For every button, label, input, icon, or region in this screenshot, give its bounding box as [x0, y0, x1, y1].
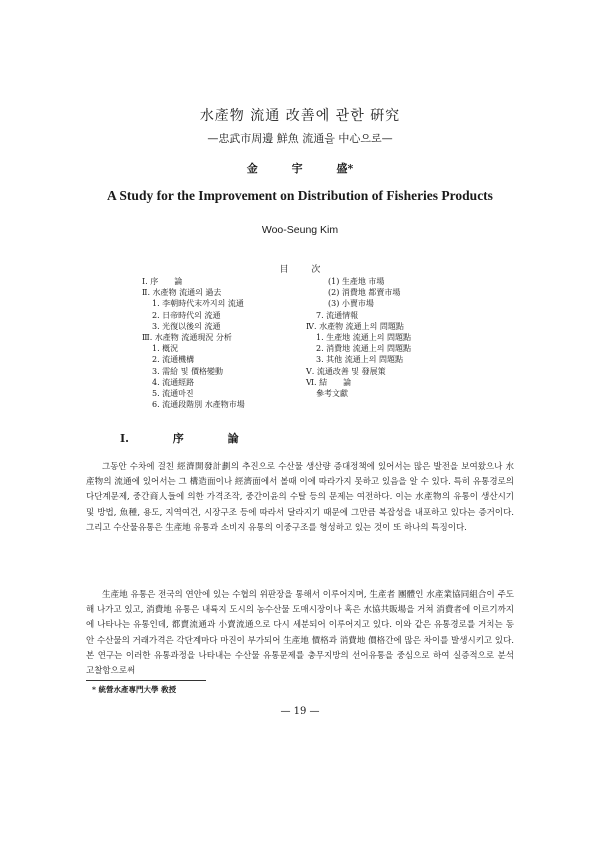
- toc-item: Ⅴ. 流通改善 및 發展策: [306, 366, 386, 376]
- footnote-divider: [86, 680, 206, 681]
- toc-item: 5. 流通마진: [152, 389, 194, 399]
- body-paragraph: [86, 460, 514, 536]
- paper-title-english: A Study for the Improvement on Distribution of Fisheries Products: [107, 188, 493, 203]
- toc-heading: 目 次: [279, 265, 321, 275]
- toc-right-column: [306, 276, 456, 399]
- author-english: Woo-Seung Kim: [261, 224, 339, 236]
- paragraph-text: 生產地 유통은 전국의 연안에 있는 수협의 위판장을 통해서 이루어지며, 生產者 團體인 水產業協同組合이 주도해 나가고 있고, 消費地 유통은 내륙지 도시의 농수산물 도매시장이나 혹은 水協共販場을 거쳐 消費者에 이르기까지에 나타나는 유통인데, 都賣流通과 小賣流通으로 다시 세분되어 이루어지고 있다. 이와 같은 유통경로를 거치는 동안 수산물의 거래가격은 각단계마다 마진이 부가되어 生產地 價格과 消費地 價格간에 많은 차이를 발생시키고 있다. 본 연구는 이러한 유통과정을 나타내는 수산물 유통문제를 충무지방의 선어유통을 중심으로 하여 실증적으로 분석 고찰함으로써: [86, 590, 514, 677]
- toc-item: Ⅰ. 序 論: [142, 277, 183, 286]
- toc-item: 參考文獻: [316, 389, 348, 399]
- toc-item: 3. 其他 流通上의 問題點: [316, 355, 403, 365]
- paragraph-text: 그동안 수차에 걸친 經濟開發計劃의 추진으로 수산물 생산량 증대정책에 있어서는 많은 발전을 보여왔으나 水產物의 流通에 있어서는 그 構造面이나 經濟面에서 볼때 이에 따라가지 못하고 있음을 알 수 있다. 특히 유통경로의 다단계문제, 중간商人들에 의한 가격조작, 중간이윤의 수탈 등의 문제는 여전하다. 이는 水產物의 유통이 생산시기 및 방법, 魚種, 용도, 지역여건, 시장구조 등에 따라서 달라지기 때문에 그만큼 복잡성을 내포하고 있다는 증거이다. 그리고 수산물유통은 生產地 유통과 소비지 유통의 이중구조를 형성하고 있는 것이 또 하나의 특징이다.: [86, 462, 514, 533]
- toc-item: 7. 流通情報: [316, 310, 359, 320]
- section-heading: Ⅰ. 序 論: [120, 432, 239, 445]
- toc-item: 2. 日帝時代의 流通: [152, 310, 221, 320]
- page-number: — 19 —: [280, 706, 320, 717]
- author-korean: 金 宇 盛*: [246, 162, 354, 175]
- toc-item: Ⅲ. 水產物 流通現況 分析: [142, 333, 232, 343]
- toc-item: Ⅱ. 水產物 流通의 過去: [142, 288, 222, 298]
- toc-item: 3. 需給 및 價格變動: [152, 366, 223, 376]
- toc-item: 1. 李朝時代末까지의 流通: [152, 299, 244, 309]
- toc-item: 1. 生產地 流通上의 問題點: [316, 333, 411, 343]
- toc-item: 1. 槪況: [152, 344, 179, 354]
- footnote: * 統營水產專門大學 敎授: [92, 685, 177, 694]
- body-paragraph: [86, 588, 514, 679]
- paper-subtitle: —忠武市周邊 鮮魚 流通을 中心으로—: [207, 132, 393, 145]
- paper-title: 水產物 流通 改善에 관한 硏究: [199, 108, 401, 124]
- toc-item: 2. 消費地 流通上의 問題點: [316, 344, 411, 354]
- toc-item: 3. 光復以後의 流通: [152, 321, 221, 331]
- toc-left-column: [142, 276, 312, 410]
- toc-item: (2) 消費地 都賣市場: [328, 288, 401, 298]
- toc-item: Ⅵ. 結 論: [306, 377, 352, 387]
- toc-item: Ⅳ. 水產物 流通上의 問題點: [306, 321, 404, 331]
- toc-item: (3) 小賣市場: [328, 299, 374, 309]
- toc-item: 2. 流通機構: [152, 355, 195, 365]
- toc-item: 6. 流通段階別 水產物市場: [152, 400, 245, 410]
- toc-item: (1) 生產地 市場: [328, 277, 385, 286]
- toc-item: 4. 流通經路: [152, 377, 195, 387]
